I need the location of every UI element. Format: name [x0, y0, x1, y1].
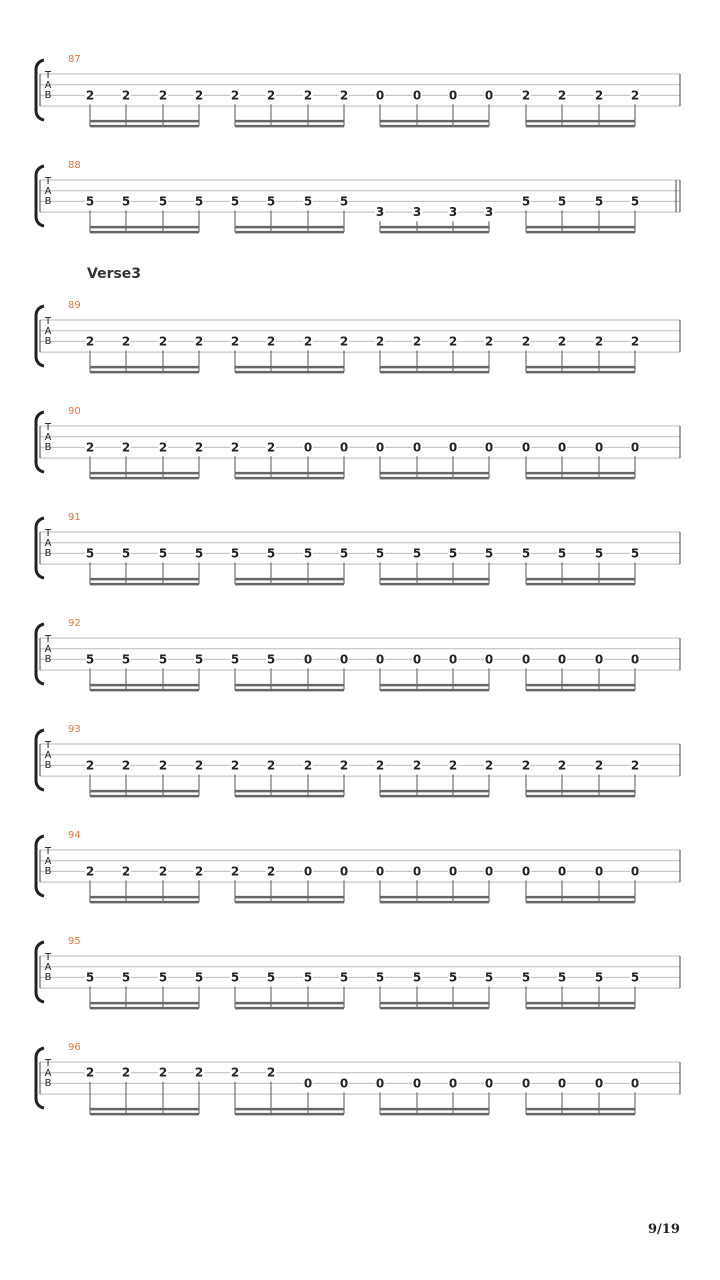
fret-number: 5 — [158, 970, 168, 985]
fret-number: 0 — [339, 1076, 349, 1091]
fret-number: 0 — [484, 1076, 494, 1091]
fret-number: 0 — [375, 88, 385, 103]
fret-number: 2 — [121, 1065, 131, 1080]
tab-clef-letter: T — [44, 952, 52, 963]
fret-number: 0 — [557, 652, 567, 667]
tab-clef-letter: B — [44, 548, 52, 559]
fret-number: 5 — [630, 194, 640, 209]
fret-number: 5 — [339, 970, 349, 985]
fret-number: 2 — [194, 864, 204, 879]
fret-number: 5 — [230, 970, 240, 985]
fret-number: 2 — [448, 758, 458, 773]
fret-number: 5 — [85, 652, 95, 667]
fret-number: 0 — [412, 440, 422, 455]
fret-number: 5 — [630, 546, 640, 561]
fret-number: 0 — [375, 864, 385, 879]
fret-number: 5 — [594, 194, 604, 209]
tab-clef-letter: A — [44, 80, 52, 91]
fret-number: 0 — [339, 864, 349, 879]
tab-clef-letter: A — [44, 1068, 52, 1079]
page-number: 9/19 — [648, 1222, 680, 1237]
measure-number: 90 — [68, 406, 81, 417]
tab-clef-letter: A — [44, 538, 52, 549]
tab-clef-letter: A — [44, 750, 52, 761]
measure-number: 96 — [68, 1042, 81, 1053]
fret-number: 5 — [121, 546, 131, 561]
fret-number: 0 — [484, 440, 494, 455]
fret-number: 2 — [266, 334, 276, 349]
tab-clef-letter: B — [44, 336, 52, 347]
fret-number: 2 — [594, 88, 604, 103]
fret-number: 2 — [85, 334, 95, 349]
fret-number: 0 — [594, 1076, 604, 1091]
fret-number: 5 — [230, 194, 240, 209]
fret-number: 2 — [303, 758, 313, 773]
fret-number: 2 — [521, 334, 531, 349]
fret-number: 0 — [557, 1076, 567, 1091]
fret-number: 2 — [194, 88, 204, 103]
fret-number: 2 — [158, 88, 168, 103]
tab-clef-letter: A — [44, 432, 52, 443]
fret-number: 2 — [266, 88, 276, 103]
fret-number: 2 — [158, 440, 168, 455]
fret-number: 0 — [375, 652, 385, 667]
fret-number: 0 — [303, 440, 313, 455]
measure-number: 91 — [68, 512, 81, 523]
fret-number: 3 — [412, 205, 422, 220]
fret-number: 5 — [230, 546, 240, 561]
fret-number: 0 — [557, 440, 567, 455]
fret-number: 2 — [121, 864, 131, 879]
fret-number: 5 — [375, 546, 385, 561]
fret-number: 5 — [339, 546, 349, 561]
fret-number: 2 — [158, 1065, 168, 1080]
fret-number: 5 — [158, 652, 168, 667]
fret-number: 5 — [412, 546, 422, 561]
fret-number: 2 — [266, 1065, 276, 1080]
fret-number: 0 — [412, 1076, 422, 1091]
tab-clef-letter: T — [44, 1058, 52, 1069]
fret-number: 0 — [412, 88, 422, 103]
fret-number: 5 — [194, 194, 204, 209]
fret-number: 5 — [303, 194, 313, 209]
fret-number: 2 — [339, 88, 349, 103]
fret-number: 2 — [121, 758, 131, 773]
fret-number: 0 — [448, 88, 458, 103]
tab-clef-letter: T — [44, 634, 52, 645]
fret-number: 2 — [194, 334, 204, 349]
fret-number: 2 — [630, 334, 640, 349]
fret-number: 0 — [630, 440, 640, 455]
fret-number: 2 — [375, 334, 385, 349]
fret-number: 5 — [557, 546, 567, 561]
tab-clef-letter: T — [44, 740, 52, 751]
fret-number: 2 — [230, 1065, 240, 1080]
tab-clef-letter: T — [44, 422, 52, 433]
fret-number: 0 — [521, 440, 531, 455]
fret-number: 0 — [521, 864, 531, 879]
section-label-verse3: Verse3 — [87, 266, 142, 282]
fret-number: 5 — [121, 652, 131, 667]
fret-number: 0 — [448, 864, 458, 879]
fret-number: 5 — [194, 546, 204, 561]
fret-number: 5 — [303, 546, 313, 561]
fret-number: 5 — [448, 546, 458, 561]
fret-number: 2 — [158, 864, 168, 879]
fret-number: 0 — [412, 652, 422, 667]
fret-number: 2 — [158, 758, 168, 773]
fret-number: 2 — [85, 1065, 95, 1080]
fret-number: 3 — [484, 205, 494, 220]
tab-clef-letter: B — [44, 972, 52, 983]
fret-number: 0 — [630, 864, 640, 879]
fret-number: 2 — [521, 88, 531, 103]
measure-number: 93 — [68, 724, 81, 735]
tab-clef-letter: B — [44, 196, 52, 207]
fret-number: 5 — [85, 970, 95, 985]
fret-number: 2 — [85, 758, 95, 773]
fret-number: 5 — [557, 194, 567, 209]
fret-number: 2 — [557, 334, 567, 349]
fret-number: 2 — [339, 334, 349, 349]
fret-number: 5 — [412, 970, 422, 985]
fret-number: 5 — [266, 652, 276, 667]
tab-clef-letter: T — [44, 176, 52, 187]
fret-number: 0 — [303, 1076, 313, 1091]
measure-number: 95 — [68, 936, 81, 947]
fret-number: 2 — [303, 88, 313, 103]
fret-number: 2 — [121, 440, 131, 455]
fret-number: 5 — [121, 970, 131, 985]
tab-clef-letter: B — [44, 760, 52, 771]
fret-number: 5 — [266, 546, 276, 561]
fret-number: 0 — [375, 1076, 385, 1091]
tab-clef-letter: T — [44, 316, 52, 327]
tab-clef-letter: A — [44, 326, 52, 337]
fret-number: 2 — [303, 334, 313, 349]
fret-number: 5 — [194, 970, 204, 985]
fret-number: 5 — [521, 194, 531, 209]
fret-number: 5 — [557, 970, 567, 985]
fret-number: 5 — [266, 194, 276, 209]
measure-number: 89 — [68, 300, 81, 311]
fret-number: 5 — [230, 652, 240, 667]
tab-clef-letter: A — [44, 186, 52, 197]
fret-number: 0 — [339, 440, 349, 455]
fret-number: 0 — [484, 864, 494, 879]
fret-number: 0 — [375, 440, 385, 455]
tab-clef-letter: B — [44, 654, 52, 665]
tab-clef-letter: T — [44, 70, 52, 81]
fret-number: 2 — [521, 758, 531, 773]
fret-number: 2 — [230, 440, 240, 455]
fret-number: 2 — [484, 758, 494, 773]
fret-number: 5 — [303, 970, 313, 985]
fret-number: 3 — [448, 205, 458, 220]
tab-clef-letter: B — [44, 442, 52, 453]
fret-number: 2 — [594, 334, 604, 349]
fret-number: 2 — [230, 88, 240, 103]
fret-number: 0 — [594, 652, 604, 667]
fret-number: 2 — [230, 758, 240, 773]
fret-number: 2 — [484, 334, 494, 349]
fret-number: 2 — [121, 88, 131, 103]
fret-number: 5 — [594, 546, 604, 561]
fret-number: 2 — [339, 758, 349, 773]
fret-number: 0 — [630, 1076, 640, 1091]
fret-number: 2 — [266, 864, 276, 879]
fret-number: 0 — [303, 864, 313, 879]
fret-number: 2 — [375, 758, 385, 773]
fret-number: 2 — [630, 758, 640, 773]
tab-clef-letter: B — [44, 1078, 52, 1089]
fret-number: 0 — [339, 652, 349, 667]
fret-number: 2 — [557, 758, 567, 773]
fret-number: 5 — [375, 970, 385, 985]
tab-clef-letter: A — [44, 856, 52, 867]
fret-number: 0 — [448, 652, 458, 667]
fret-number: 5 — [121, 194, 131, 209]
fret-number: 5 — [484, 546, 494, 561]
fret-number: 0 — [484, 652, 494, 667]
measure-number: 94 — [68, 830, 81, 841]
fret-number: 5 — [158, 546, 168, 561]
fret-number: 0 — [521, 652, 531, 667]
fret-number: 0 — [630, 652, 640, 667]
fret-number: 2 — [412, 758, 422, 773]
fret-number: 5 — [158, 194, 168, 209]
fret-number: 2 — [230, 864, 240, 879]
fret-number: 0 — [557, 864, 567, 879]
fret-number: 0 — [303, 652, 313, 667]
fret-number: 0 — [484, 88, 494, 103]
tab-clef-letter: A — [44, 644, 52, 655]
fret-number: 5 — [521, 546, 531, 561]
fret-number: 5 — [85, 546, 95, 561]
fret-number: 3 — [375, 205, 385, 220]
measure-number: 88 — [68, 160, 81, 171]
fret-number: 0 — [412, 864, 422, 879]
tab-clef-letter: T — [44, 528, 52, 539]
fret-number: 0 — [521, 1076, 531, 1091]
fret-number: 2 — [194, 440, 204, 455]
measure-number: 92 — [68, 618, 81, 629]
tab-clef-letter: A — [44, 962, 52, 973]
fret-number: 2 — [230, 334, 240, 349]
tab-clef-letter: T — [44, 846, 52, 857]
fret-number: 2 — [630, 88, 640, 103]
fret-number: 0 — [594, 864, 604, 879]
fret-number: 5 — [521, 970, 531, 985]
fret-number: 0 — [448, 440, 458, 455]
fret-number: 2 — [194, 758, 204, 773]
fret-number: 2 — [448, 334, 458, 349]
fret-number: 2 — [158, 334, 168, 349]
fret-number: 5 — [339, 194, 349, 209]
fret-number: 2 — [594, 758, 604, 773]
fret-number: 2 — [85, 864, 95, 879]
fret-number: 2 — [121, 334, 131, 349]
tab-clef-letter: B — [44, 90, 52, 101]
fret-number: 5 — [194, 652, 204, 667]
fret-number: 5 — [85, 194, 95, 209]
fret-number: 2 — [266, 758, 276, 773]
fret-number: 2 — [194, 1065, 204, 1080]
fret-number: 2 — [557, 88, 567, 103]
fret-number: 2 — [412, 334, 422, 349]
tab-clef-letter: B — [44, 866, 52, 877]
fret-number: 5 — [266, 970, 276, 985]
fret-number: 5 — [594, 970, 604, 985]
fret-number: 5 — [448, 970, 458, 985]
fret-number: 5 — [630, 970, 640, 985]
fret-number: 2 — [85, 88, 95, 103]
fret-number: 5 — [484, 970, 494, 985]
measure-number: 87 — [68, 54, 81, 65]
fret-number: 0 — [448, 1076, 458, 1091]
fret-number: 2 — [85, 440, 95, 455]
fret-number: 0 — [594, 440, 604, 455]
fret-number: 2 — [266, 440, 276, 455]
